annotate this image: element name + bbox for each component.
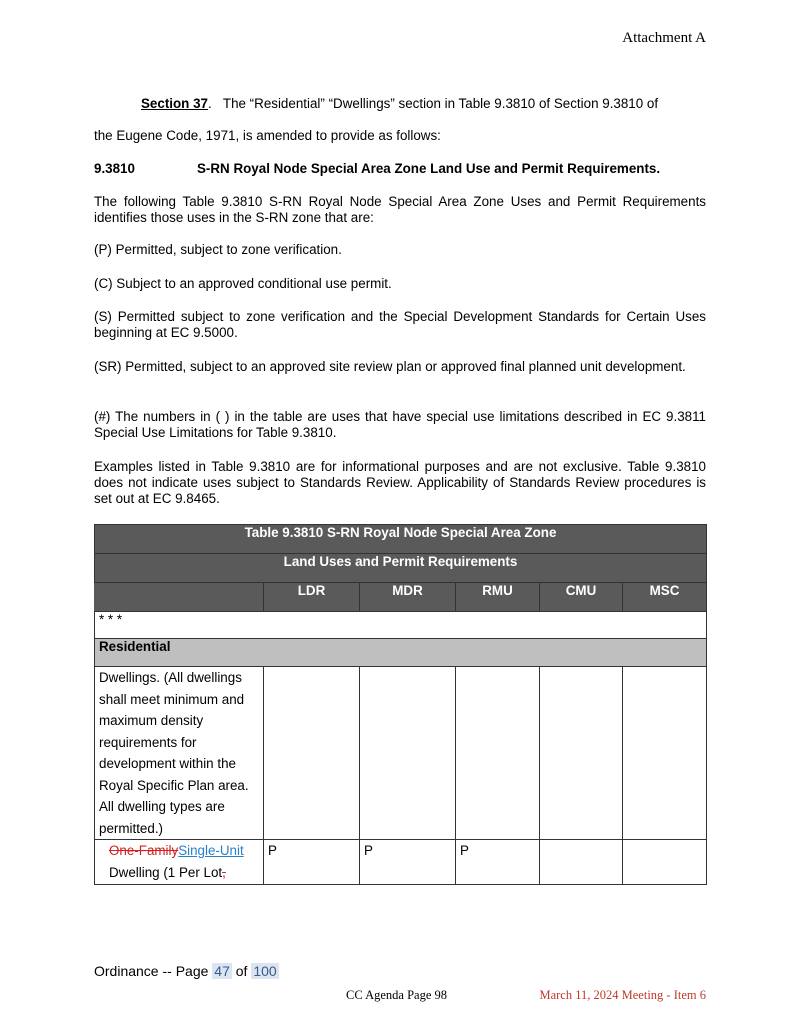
footer-of: of: [235, 963, 248, 979]
single-unit-label: [95, 840, 264, 885]
table-title-row-2: [95, 554, 707, 583]
paragraph-conditional: (C) Subject to an approved conditional use permit.: [94, 276, 392, 291]
code-section-number: 9.3810: [94, 161, 135, 176]
section-label: Section 37: [141, 96, 208, 111]
footer-page-info: [94, 963, 279, 979]
paragraph-intro: The following Table 9.3810 S-RN Royal Node Special Area Zone Uses and Permit Requirements identifies those uses in the S-RN zone that are:: [94, 194, 706, 225]
table-title-1: Table 9.3810 S-RN Royal Node Special Area Zone: [95, 525, 707, 554]
cc-agenda-page: CC Agenda Page 98: [346, 988, 448, 1002]
column-header-blank: [95, 583, 264, 612]
attachment-label: Attachment A: [622, 30, 706, 46]
paragraph-permitted: (P) Permitted, subject to zone verification.: [94, 242, 342, 257]
code-section-title: S-RN Royal Node Special Area Zone Land Use and Permit Requirements.: [197, 161, 661, 176]
paragraph-special: (S) Permitted subject to zone verification and the Special Development Standards for Certain Uses beginning at EC 9.5000.: [94, 309, 706, 340]
column-header-rmu: RMU: [456, 583, 540, 612]
table-cell: [456, 667, 540, 840]
table-cell: [623, 667, 707, 840]
footer-label: Ordinance -- Page: [94, 963, 209, 979]
page-total: 100: [253, 963, 277, 979]
ellipsis-stars: * * *: [95, 612, 707, 639]
column-header-msc: MSC: [623, 583, 707, 612]
paragraph-examples: Examples listed in Table 9.3810 are for informational purposes and are not exclusive. Table 9.3810 does not indicate uses subject to Standards Review. Applicability of Standards Review procedures is set out at EC 9.8465.: [94, 459, 706, 506]
table-title-2: Land Uses and Permit Requirements: [95, 554, 707, 583]
category-residential: Residential: [95, 639, 707, 667]
paragraph-site-review: (SR) Permitted, subject to an approved site review plan or approved final planned unit development.: [94, 359, 686, 374]
table-row-single-unit: [95, 840, 707, 885]
cell-msc: [623, 840, 707, 885]
deleted-text: One-Family: [109, 843, 179, 858]
cell-mdr: P: [360, 840, 456, 885]
cell-ldr: P: [264, 840, 360, 885]
inserted-text: Single-Unit: [178, 843, 244, 858]
meeting-label: March 11, 2024 Meeting - Item 6: [539, 988, 706, 1002]
table-cell: [360, 667, 456, 840]
table-row-dwellings: [95, 667, 707, 840]
table-row-ellipsis: [95, 612, 707, 639]
table-row-residential: [95, 639, 707, 667]
section-intro-line-2: the Eugene Code, 1971, is amended to provide as follows:: [94, 128, 441, 143]
cell-rmu: P: [456, 840, 540, 885]
table-title-row-1: [95, 525, 707, 554]
cell-cmu: [540, 840, 623, 885]
dwellings-note: Dwellings. (All dwellings shall meet minimum and maximum density requirements for development within the Royal Specific Plan area. All dwelling types are permitted.): [95, 667, 264, 840]
section-intro-a: The “Residential” “Dwellings” section in Table 9.3810 of Section 9.3810 of: [222, 96, 659, 111]
column-header-mdr: MDR: [360, 583, 456, 612]
code-section-heading: [94, 161, 706, 177]
land-use-table: [94, 524, 707, 885]
column-header-ldr: LDR: [264, 583, 360, 612]
table-cell: [540, 667, 623, 840]
dwelling-rest-text: Dwelling (1 Per Lot: [109, 864, 223, 880]
table-cell: [264, 667, 360, 840]
paragraph-numbers: (#) The numbers in ( ) in the table are uses that have special use limitations described in EC 9.3811 Special Use Limitations for Table 9.3810.: [94, 409, 706, 440]
table-column-header-row: [95, 583, 707, 612]
column-header-cmu: CMU: [540, 583, 623, 612]
section-period: .: [207, 96, 212, 111]
deleted-comma: ,: [222, 864, 226, 880]
page-number: 47: [214, 963, 230, 979]
section-intro-line-1: [94, 96, 706, 112]
